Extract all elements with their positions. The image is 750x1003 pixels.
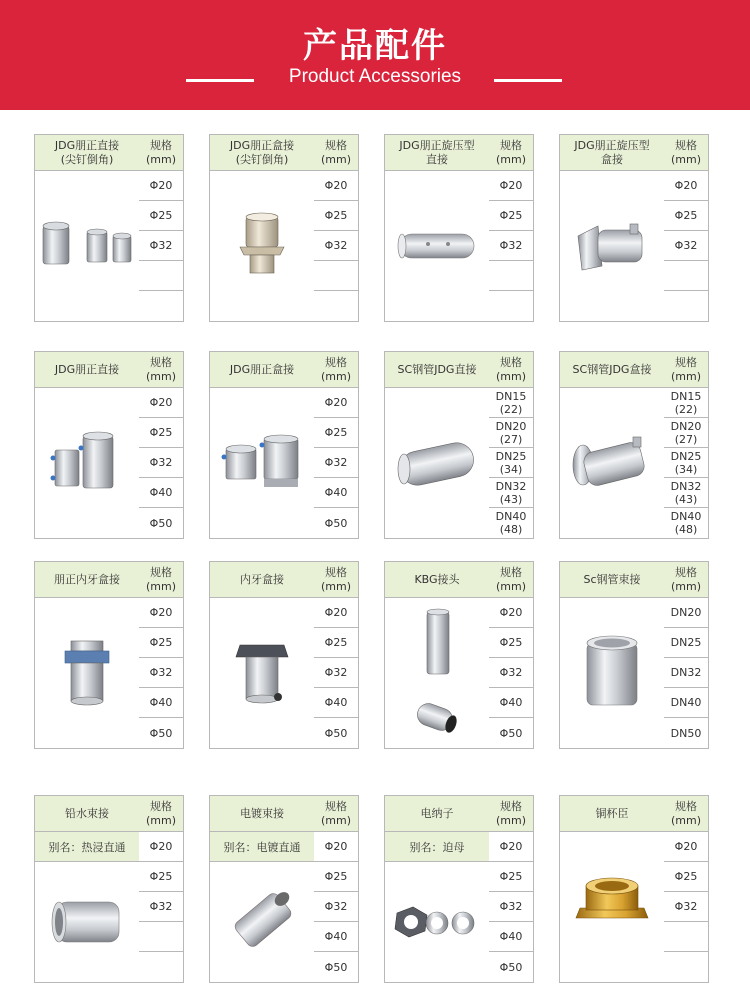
spec-cell: Φ25 [314,628,358,658]
spec-header: 规格 (mm) [314,135,358,171]
spec-cell: Φ20 [664,171,708,201]
spec-cell [314,291,358,321]
sc-steel-jdg-box-connector-image [560,388,665,538]
spec-header: 规格 (mm) [664,135,708,171]
product-name: JDG朋正旋压型 直接 [385,135,490,171]
spec-cell: Φ20 [489,171,533,201]
spec-cell: Φ20 [139,832,183,862]
spec-header: 规格 (mm) [139,135,183,171]
product-alias: 别名：热浸直通 [35,832,140,862]
spec-cell: Φ20 [314,832,358,862]
spec-cell: DN32 [664,658,708,688]
spec-cell: Φ20 [139,598,183,628]
internal-thread-connector-image [210,598,315,748]
spec-cell: Φ20 [314,388,358,418]
product-card [209,351,359,539]
product-name: SC钢管JDG盒接 [560,352,665,388]
product-card [209,795,359,983]
spec-cell: Φ25 [139,628,183,658]
spec-cell [139,922,183,952]
spec-cell: DN20 (27) [664,418,708,448]
spec-cell [314,261,358,291]
kbg-connector-image [385,598,490,748]
product-name: 铜杯臣 [560,796,665,832]
product-name: JDG朋正盒接 (尖钉倒角) [210,135,315,171]
spec-cell: DN20 [664,598,708,628]
jdg-spin-press-box-connector-image [560,171,665,321]
product-card [384,561,534,749]
spec-cell: Φ32 [314,658,358,688]
spec-cell [489,261,533,291]
product-card [384,134,534,322]
spec-header: 规格 (mm) [664,352,708,388]
spec-cell: Φ20 [664,832,708,862]
jdg-straight-coupling-pointed-image [35,171,140,321]
product-card [209,134,359,322]
spec-cell: Φ25 [139,201,183,231]
spec-cell: Φ25 [139,862,183,892]
spec-cell: Φ50 [139,508,183,538]
product-card [34,561,184,749]
spec-cell: Φ50 [314,952,358,982]
product-card [34,351,184,539]
electroplated-coupling-image [210,862,315,982]
spec-cell: Φ20 [314,598,358,628]
spec-cell: Φ40 [489,688,533,718]
spec-cell: Φ32 [139,231,183,261]
spec-cell [139,261,183,291]
spec-cell: DN25 (34) [664,448,708,478]
spec-header: 规格 (mm) [314,352,358,388]
spec-cell: DN25 (34) [489,448,533,478]
spec-cell: DN40 [664,688,708,718]
product-name: KBG接头 [385,562,490,598]
spec-cell: Φ50 [489,952,533,982]
spec-cell: Φ32 [664,231,708,261]
spec-header: 规格 (mm) [139,796,183,832]
spec-cell: DN40 (48) [489,508,533,538]
product-name: JDG朋正直接 [35,352,140,388]
page-subtitle: Product Accessories [288,66,462,87]
spec-cell: Φ20 [139,388,183,418]
spec-cell: Φ32 [314,448,358,478]
spec-header: 规格 (mm) [489,352,533,388]
spec-cell: Φ32 [664,892,708,922]
product-name: Sc钢管束接 [560,562,665,598]
product-card [559,351,709,539]
product-card [559,134,709,322]
spec-cell: Φ25 [314,418,358,448]
divider-right [494,79,562,82]
product-card [34,134,184,322]
spec-cell [664,291,708,321]
product-name: 电纳子 [385,796,490,832]
product-name: 朋正内牙盒接 [35,562,140,598]
spec-cell: DN40 (48) [664,508,708,538]
internal-thread-box-connector-image [35,598,140,748]
product-card [384,795,534,983]
spec-cell: Φ50 [314,718,358,748]
spec-cell: Φ32 [139,448,183,478]
spec-cell: DN32 (43) [489,478,533,508]
spec-cell: Φ32 [139,658,183,688]
spec-cell: Φ32 [489,658,533,688]
spec-cell: Φ40 [139,688,183,718]
spec-cell [664,261,708,291]
spec-cell: Φ40 [314,478,358,508]
product-card [559,561,709,749]
spec-cell: Φ20 [139,171,183,201]
spec-cell: Φ25 [139,418,183,448]
product-name: JDG朋正直接 (尖钉倒角) [35,135,140,171]
spec-cell [664,922,708,952]
sc-steel-pipe-coupling-image [560,598,665,748]
spec-cell: Φ32 [489,231,533,261]
spec-cell: Φ32 [314,892,358,922]
spec-header: 规格 (mm) [139,562,183,598]
lock-nut-image [385,862,490,982]
spec-header: 规格 (mm) [139,352,183,388]
spec-cell: Φ32 [489,892,533,922]
spec-cell [664,952,708,982]
jdg-straight-coupling-image [35,388,140,538]
product-alias: 别名：迫母 [385,832,490,862]
jdg-spin-press-coupling-image [385,171,490,321]
spec-cell: Φ40 [314,688,358,718]
spec-cell: Φ25 [489,862,533,892]
product-name: 铅水束接 [35,796,140,832]
spec-cell: Φ25 [489,628,533,658]
spec-header: 规格 (mm) [664,796,708,832]
spec-cell: Φ25 [664,201,708,231]
spec-header: 规格 (mm) [664,562,708,598]
spec-cell [139,291,183,321]
spec-header: 规格 (mm) [314,796,358,832]
product-name: JDG朋正旋压型 盒接 [560,135,665,171]
sc-steel-jdg-coupling-image [385,388,490,538]
brass-bushing-image [560,832,665,982]
spec-cell: DN32 (43) [664,478,708,508]
product-name: 电镀束接 [210,796,315,832]
spec-header: 规格 (mm) [489,135,533,171]
spec-cell [139,952,183,982]
spec-cell: DN50 [664,718,708,748]
spec-cell: Φ32 [139,892,183,922]
spec-cell: Φ50 [314,508,358,538]
product-card [209,561,359,749]
spec-cell: DN20 (27) [489,418,533,448]
hot-dip-coupling-image [35,862,140,982]
product-card [34,795,184,983]
spec-cell [489,291,533,321]
spec-header: 规格 (mm) [489,796,533,832]
spec-cell: Φ32 [314,231,358,261]
spec-cell: Φ20 [489,832,533,862]
spec-cell: DN15 (22) [489,388,533,418]
spec-header: 规格 (mm) [314,562,358,598]
spec-cell: Φ25 [489,201,533,231]
spec-cell: DN15 (22) [664,388,708,418]
product-card [384,351,534,539]
product-alias: 别名：电镀直通 [210,832,315,862]
spec-cell: Φ25 [314,201,358,231]
spec-cell: Φ40 [314,922,358,952]
spec-cell: Φ20 [314,171,358,201]
spec-header: 规格 (mm) [489,562,533,598]
spec-cell: Φ25 [664,862,708,892]
spec-cell: Φ20 [489,598,533,628]
spec-cell: Φ25 [314,862,358,892]
jdg-box-connector-image [210,388,315,538]
page-title: 产品配件 [303,26,447,66]
product-name: 内牙盒接 [210,562,315,598]
product-name: SC钢管JDG直接 [385,352,490,388]
spec-cell: DN25 [664,628,708,658]
jdg-box-connector-pointed-image [210,171,315,321]
product-name: JDG朋正盒接 [210,352,315,388]
spec-cell: Φ50 [139,718,183,748]
product-card [559,795,709,983]
spec-cell: Φ40 [139,478,183,508]
spec-cell: Φ40 [489,922,533,952]
spec-cell: Φ50 [489,718,533,748]
header-banner [0,0,750,110]
